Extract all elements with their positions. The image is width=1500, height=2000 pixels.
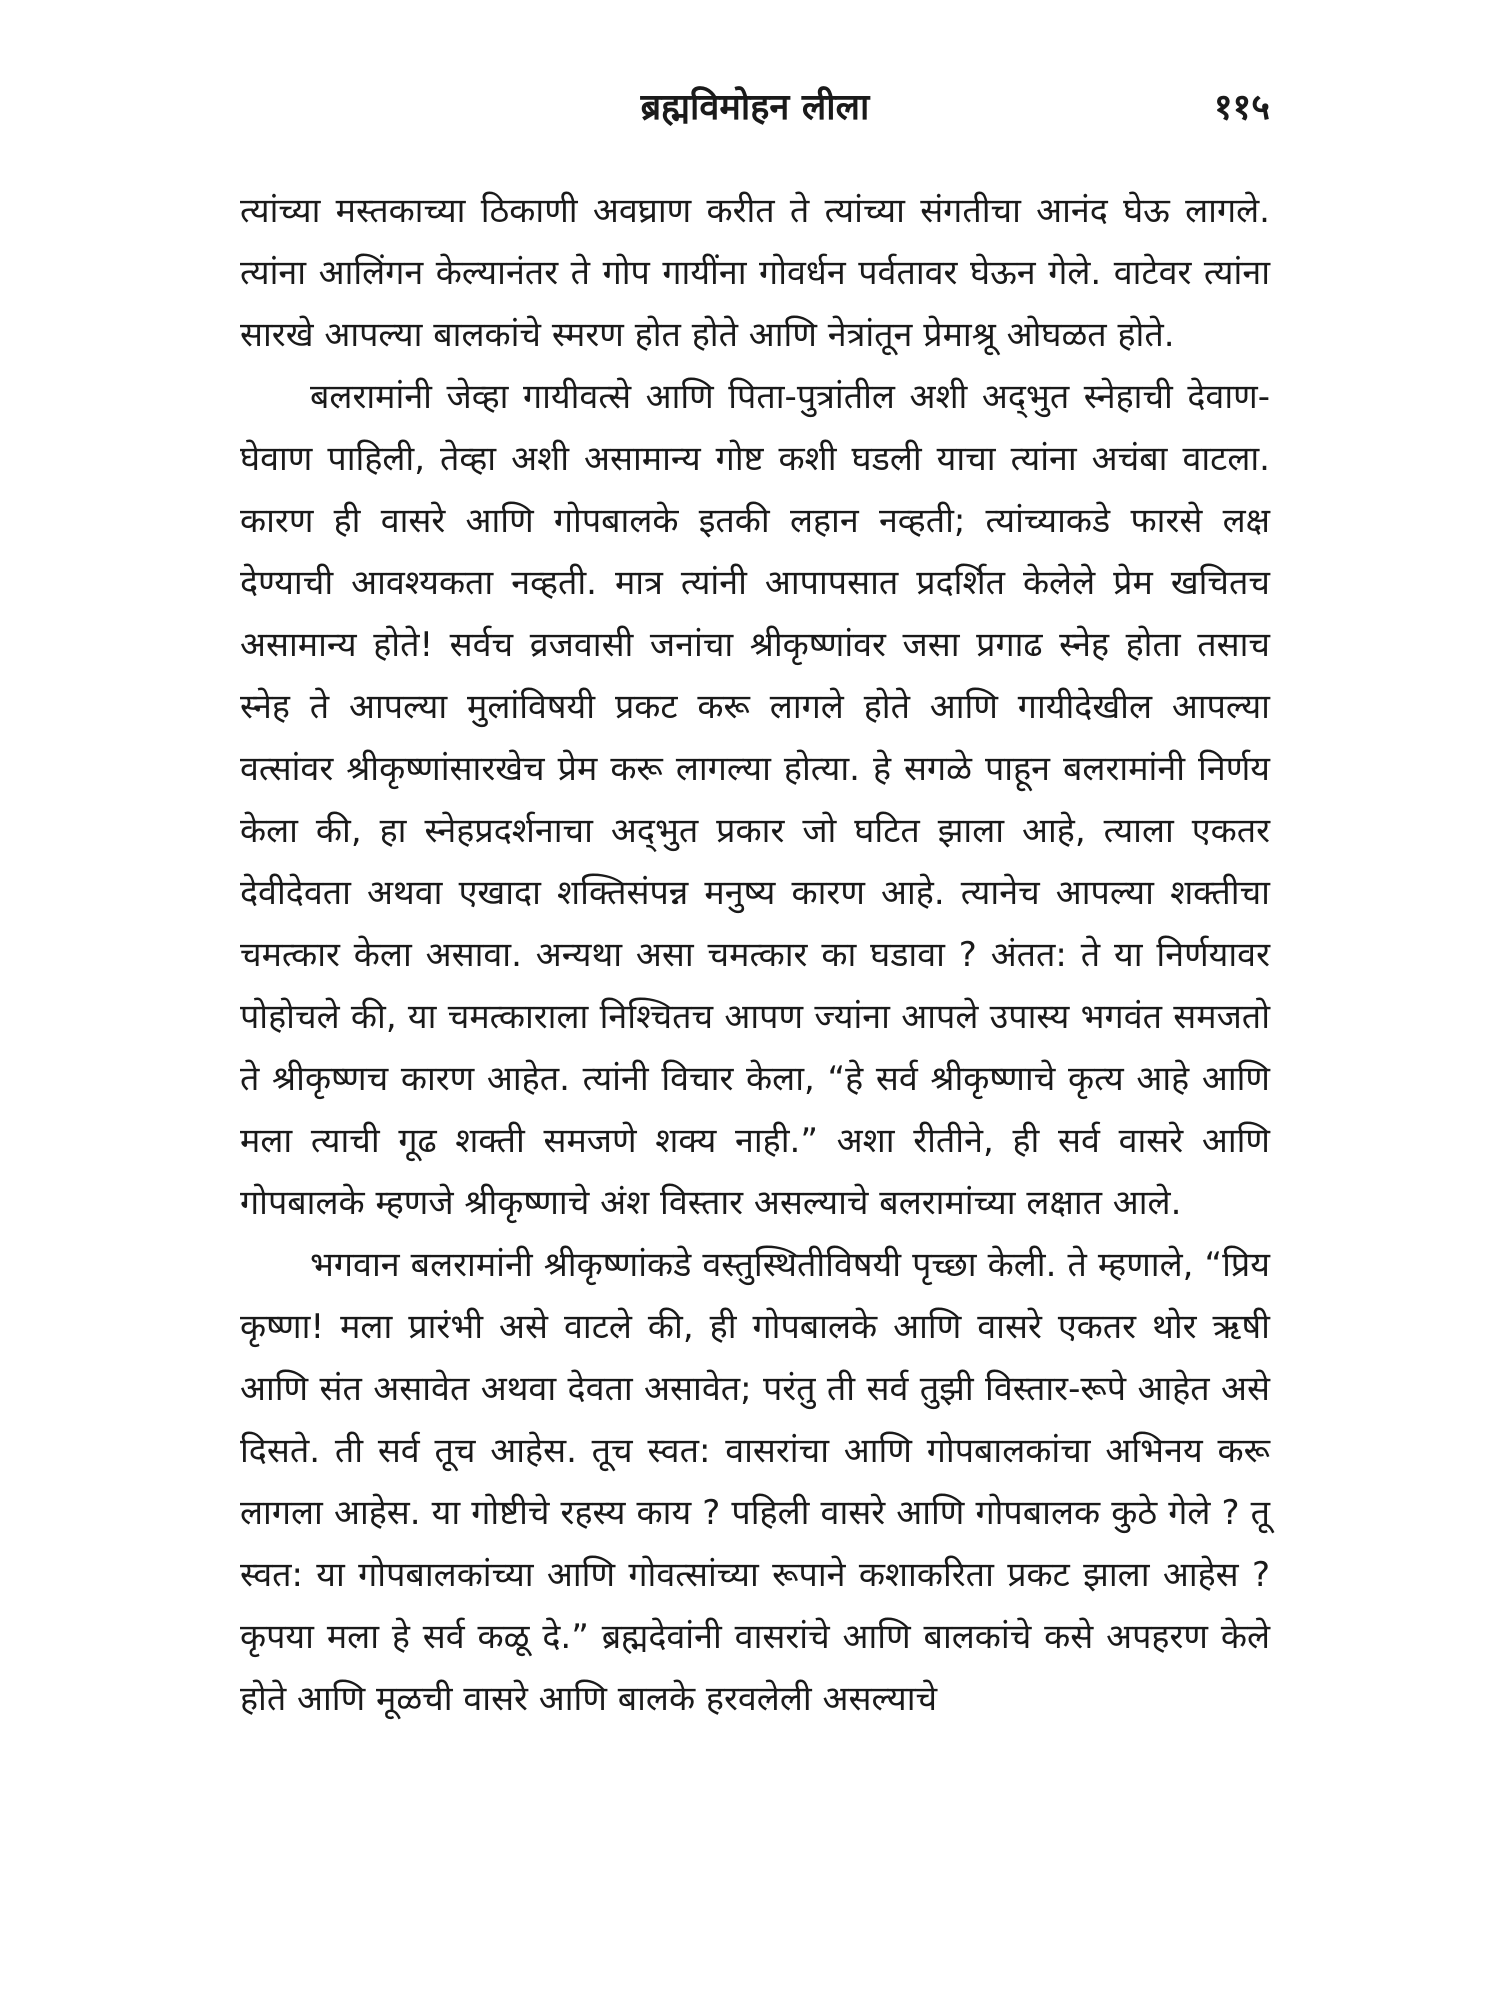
paragraph-continued: त्यांच्या मस्तकाच्या ठिकाणी अवघ्राण करीत ते त्यांच्या संगतीचा आनंद घेऊ लागले. त्यांना आलिंगन केल्यानंतर ते गोप गायींना गोवर्धन पर्वतावर घेऊन गेले. वाटेवर त्यांना सारखे आपल्या बालकांचे स्मरण होत होते आणि नेत्रांतून प्रेमाश्रू ओघळत होते. (240, 191, 1270, 355)
page-number: ११५ (1213, 87, 1270, 128)
chapter-title: ब्रह्मविमोहन लीला (640, 87, 870, 128)
running-header (240, 78, 1270, 138)
paragraph-balaram-inquiry: भगवान बलरामांनी श्रीकृष्णांकडे वस्तुस्थितीविषयी पृच्छा केली. ते म्हणाले, “प्रिय कृष्णा! मला प्रारंभी असे वाटले की, ही गोपबालके आणि वासरे एकतर थोर ऋषी आणि संत असावेत अथवा देवता असावेत; परंतु ती सर्व तुझी विस्तार-रूपे आहेत असे दिसते. ती सर्व तूच आहेस. तूच स्वत: वासरांचा आणि गोपबालकांचा अभिनय करू लागला आहेस. या गोष्टीचे रहस्य काय ? पहिली वासरे आणि गोपबालक कुठे गेले ? तू स्वत: या गोपबालकांच्या आणि गोवत्सांच्या रूपाने कशाकरिता प्रकट झाला आहेस ? कृपया मला हे सर्व कळू दे.” ब्रह्मदेवांनी वासरांचे आणि बालकांचे कसे अपहरण केले होते आणि मूळची वासरे आणि बालके हरवलेली असल्याचे (240, 1245, 1270, 1719)
paragraph-balaram-observation: बलरामांनी जेव्हा गायीवत्से आणि पिता-पुत्रांतील अशी अद्‌भुत स्नेहाची देवाण-घेवाण पाहिली, तेव्हा अशी असामान्य गोष्ट कशी घडली याचा त्यांना अचंबा वाटला. कारण ही वासरे आणि गोपबालके इतकी लहान नव्हती; त्यांच्याकडे फारसे लक्ष देण्याची आवश्यकता नव्हती. मात्र त्यांनी आपापसात प्रदर्शित केलेले प्रेम खचितच असामान्य होते! सर्वच व्रजवासी जनांचा श्रीकृष्णांवर जसा प्रगाढ स्नेह होता तसाच स्नेह ते आपल्या मुलांविषयी प्रकट करू लागले होते आणि गायीदेखील आपल्या वत्सांवर श्रीकृष्णांसारखेच प्रेम करू लागल्या होत्या. हे सगळे पाहून बलरामांनी निर्णय केला की, हा स्नेहप्रदर्शनाचा अद्‌भुत प्रकार जो घटित झाला आहे, त्याला एकतर देवीदेवता अथवा एखादा शक्तिसंपन्न मनुष्य कारण आहे. त्यानेच आपल्या शक्तीचा चमत्कार केला असावा. अन्यथा असा चमत्कार का घडावा ? अंतत: ते या निर्णयावर पोहोचले की, या चमत्काराला निश्चितच आपण ज्यांना आपले उपास्य भगवंत समजतो ते श्रीकृष्णच कारण आहेत. त्यांनी विचार केला, “हे सर्व श्रीकृष्णाचे कृत्य आहे आणि मला त्याची गूढ शक्ती समजणे शक्य नाही.” अशा रीतीने, ही सर्व वासरे आणि गोपबालके म्हणजे श्रीकृष्णाचे अंश विस्तार असल्याचे बलरामांच्या लक्षात आले. (240, 377, 1270, 1223)
body-text (240, 180, 1270, 1730)
